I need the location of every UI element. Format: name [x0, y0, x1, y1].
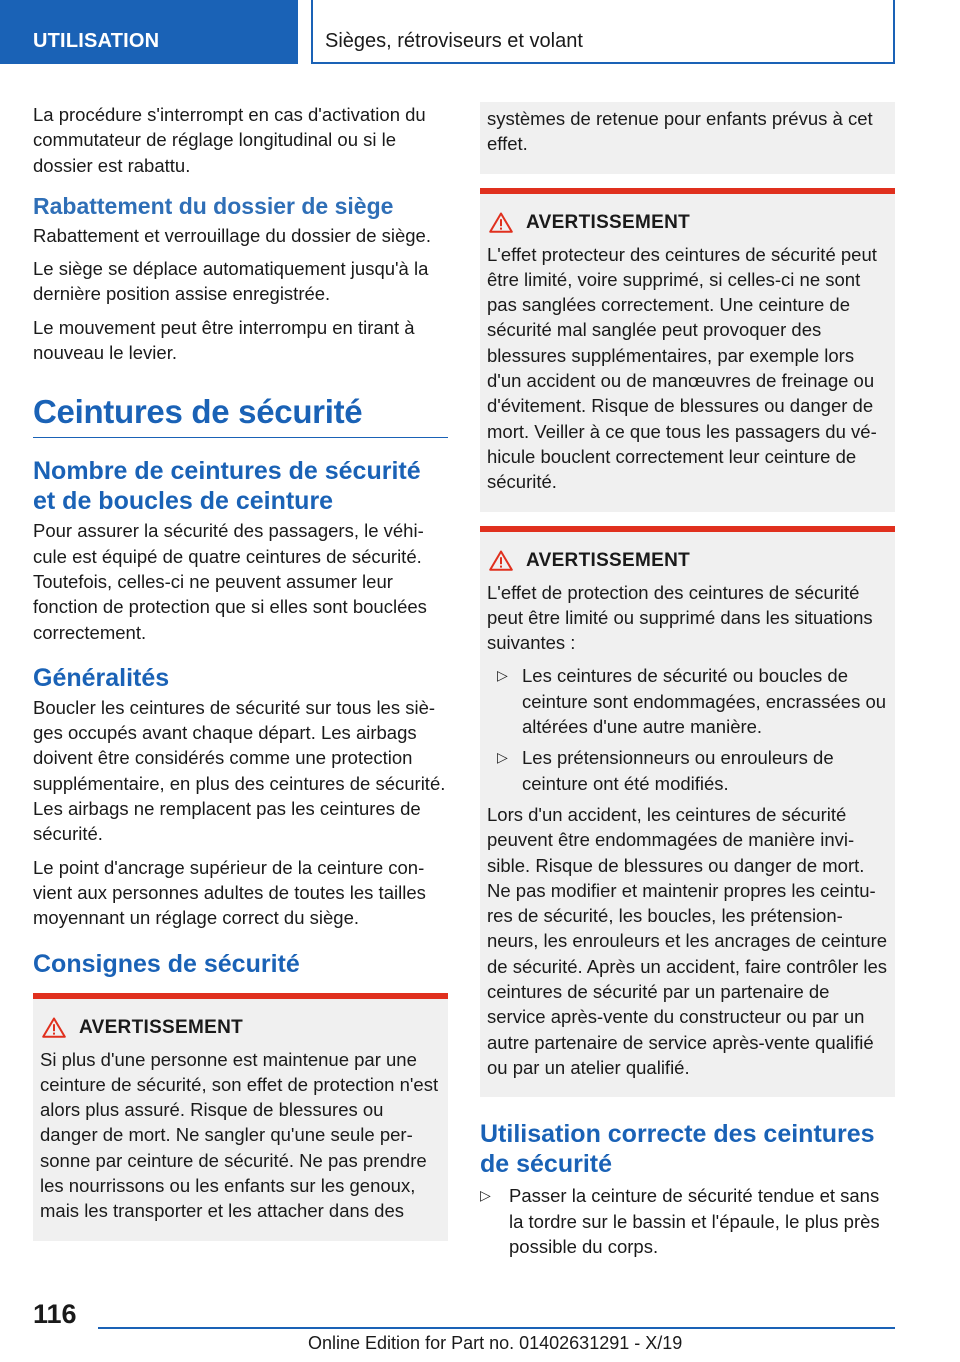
chapter-title: Sièges, rétroviseurs et volant [325, 30, 583, 52]
warning-triangle-icon [42, 1017, 66, 1038]
triangle-bullet-icon: ▷ [480, 1187, 491, 1204]
warning-box [33, 993, 448, 1241]
warning-text: systèmes de retenue pour enfants prévus à cet effet. [487, 108, 873, 155]
heading-nombre-ceintures: Nombre de ceintures de sécurité et de boucles de ceinture [33, 457, 421, 516]
triangle-bullet-icon: ▷ [497, 667, 508, 684]
chapter-tab [311, 0, 895, 64]
heading-generalites: Généralités [33, 663, 170, 692]
triangle-bullet-icon: ▷ [497, 749, 508, 766]
page-number: 116 [33, 1299, 77, 1329]
section-tab [0, 0, 298, 64]
paragraph: La procédure s'interrompt en cas d'activation du commutateur de réglage longitudinal ou si le dossier est rabattu. [33, 104, 426, 176]
warning-triangle-icon [489, 550, 513, 571]
heading-rabattement: Rabattement du dossier de siège [33, 192, 394, 219]
paragraph: Rabattement et verrouillage du dossier de siège. [33, 224, 431, 246]
paragraph: Boucler les ceintures de sécurité sur tous les sièges occupés avant chaque départ. Les airbags doivent être considérés comme une protection supplémentaire, en plus des ceintures de sécurité. Les airbags ne remplacent pas les ceintures de sécurité. [33, 696, 446, 845]
list-item: ▷ Les prétensionneurs ou enrouleurs de ceinture ont été modifiés. [497, 747, 834, 794]
heading-consignes: Consignes de sécurité [33, 949, 300, 978]
paragraph: Pour assurer la sécurité des passagers, le véhicule est équipé de quatre ceintures de sécurité. Toutefois, celles-ci ne peuvent assumer leur fonction de protection que si elles sont bouclées correctement. [33, 520, 427, 643]
warning-triangle-icon [489, 212, 513, 233]
right-column [480, 102, 895, 1265]
warning-text: L'effet protecteur des ceintures de sécurité peut être limité, voire supprimé, si celles-ci ne sont pas sanglées correctement. Une ceinture de sécurité mal sanglée peut provoquer des blessures supplémentaires, par exemple lors d'un accident ou de manœuvres de freinage ou d'évitement. Risque de blessures ou danger de mort. Veiller à ce que tous les passagers du véhicule bouclent correctement leur ceinture de sécurité. [487, 243, 877, 493]
warning-list [487, 663, 888, 795]
warning-text: Lors d'un accident, les ceintures de sécurité peuvent être endommagées de manière invisible. Risque de blessures ou danger de mort. Ne pas modifier et maintenir propres les ceintures de sécurité, les boucles, les prétensionneurs, les enrouleurs et les ancrages de ceinture de sécurité. Après un accident, faire contrôler les ceintures de sécurité par un partenaire de service après-vente du constructeur ou par un autre partenaire de service après-vente qualifié ou par un atelier qualifié. [487, 803, 888, 1078]
list-item: ▷ Les ceintures de sécurité ou boucles de ceinture sont endommagées, encrassées ou altérées d'une autre manière. [497, 665, 887, 738]
paragraph: Le mouvement peut être interrompu en tirant à nouveau le levier. [33, 316, 415, 364]
warning-box-continued [480, 102, 895, 174]
footer-divider [98, 1327, 895, 1329]
paragraph: Le point d'ancrage supérieur de la ceinture convient aux personnes adultes de toutes les tailles moyennant un réglage correct du siège. [33, 856, 426, 929]
warning-title: AVERTISSEMENT [487, 212, 888, 234]
left-column [33, 102, 448, 1241]
warning-title: AVERTISSEMENT [40, 1017, 441, 1039]
heading-utilisation-correcte: Utilisation correcte des ceintures de sécurité [480, 1120, 875, 1179]
section-title: UTILISATION [33, 30, 160, 52]
usage-list [480, 1183, 895, 1259]
warning-box [480, 526, 895, 1098]
list-item: ▷ Passer la ceinture de sécurité tendue et sans la tordre sur le bassin et l'épaule, le plus près possible du corps. [480, 1185, 880, 1257]
footer-edition: Online Edition for Part no. 01402631291 - X/19 [308, 1333, 683, 1353]
warning-text: Si plus d'une personne est maintenue par une ceinture de sécurité, son effet de protection n'est alors plus assuré. Risque de blessures ou danger de mort. Ne sangler qu'une seule personne par ceinture de sécurité. Ne pas prendre les nourrissons ou les enfants sur les genoux, mais les transporter et les attacher dans des [40, 1048, 439, 1222]
warning-text: L'effet de protection des ceintures de sécurité peut être limité ou supprimé dans les situations suivantes : [487, 581, 873, 654]
paragraph: Le siège se déplace automatiquement jusqu'à la dernière position assise enregistrée. [33, 258, 429, 305]
warning-box [480, 188, 895, 512]
chapter-heading-ceintures: Ceintures de sécurité [33, 393, 448, 438]
warning-title: AVERTISSEMENT [487, 550, 888, 572]
